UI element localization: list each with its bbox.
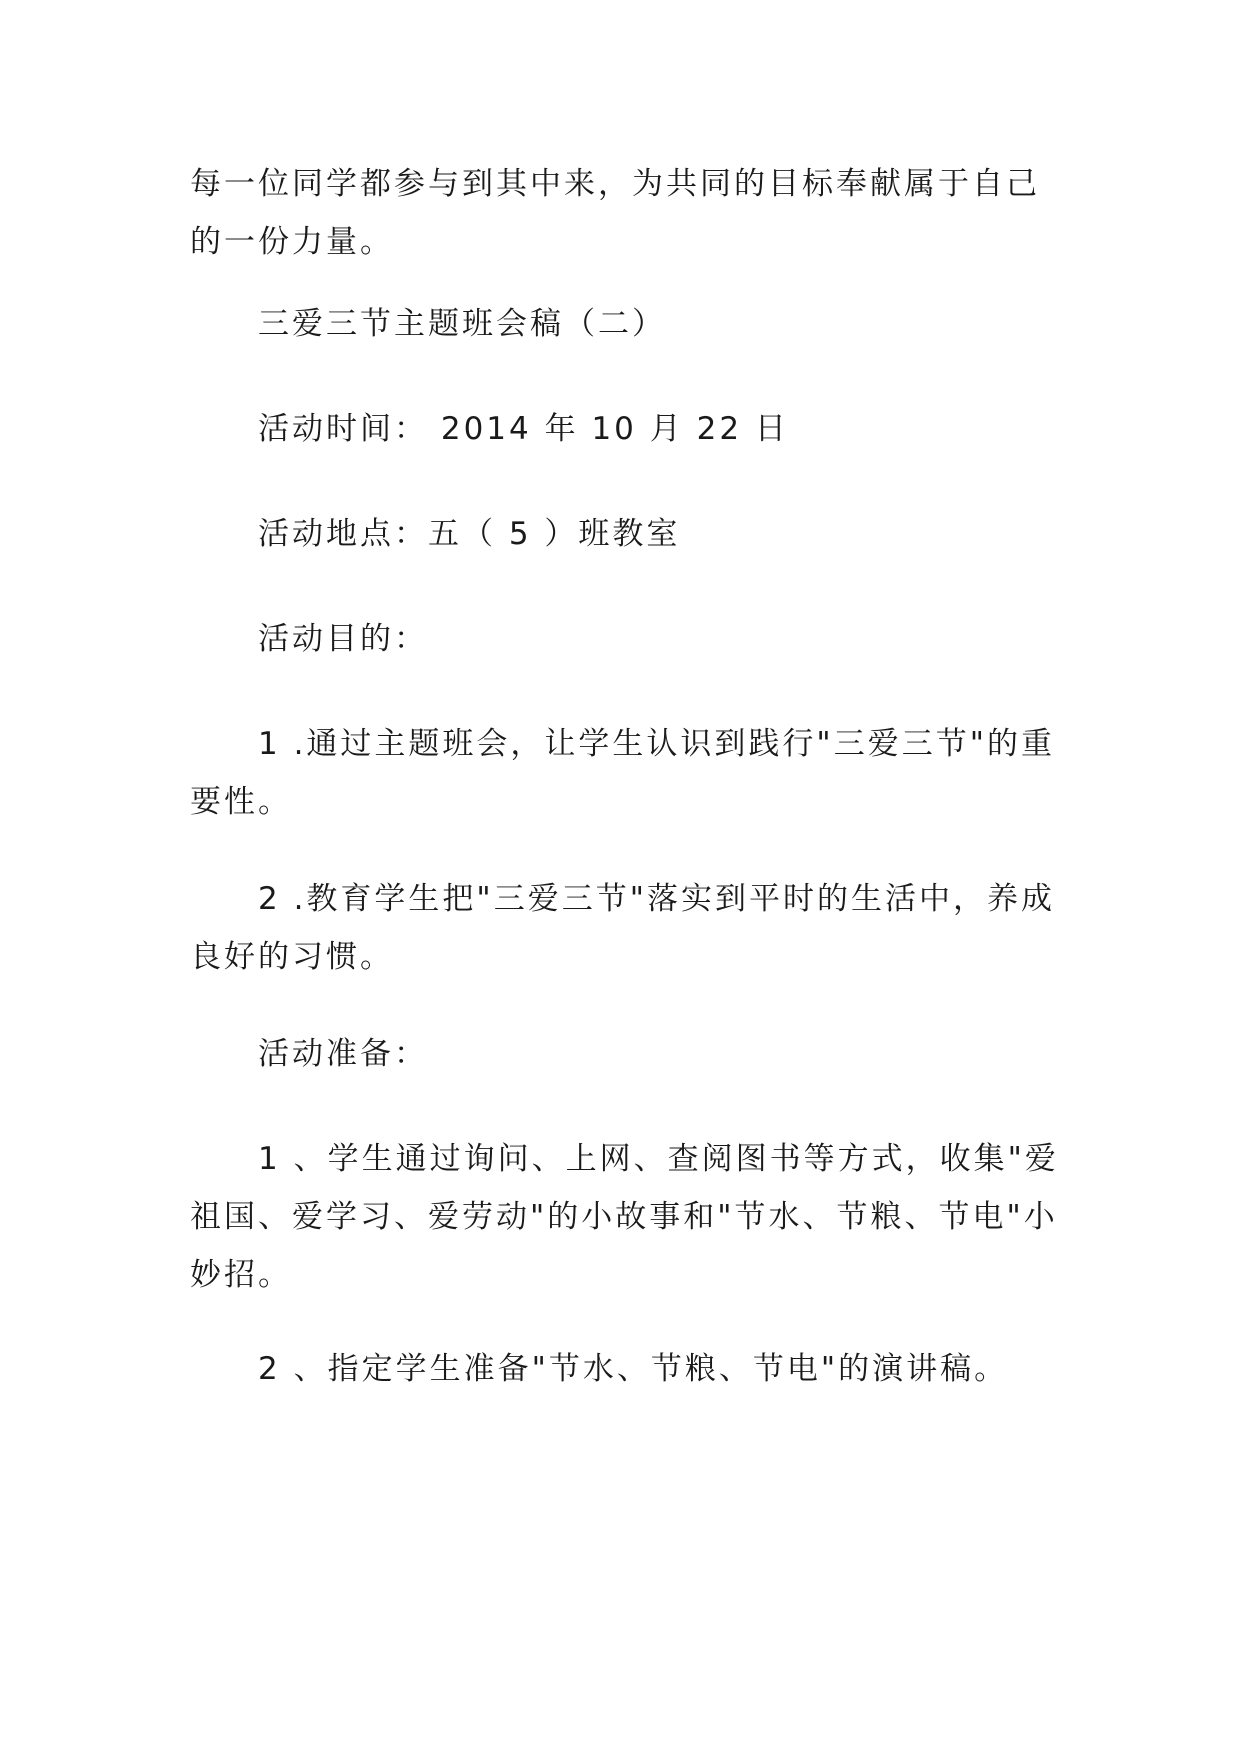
activity-purpose-heading: 活动目的： <box>258 621 428 657</box>
preparation-item-1: 1 、学生通过询问、上网、查阅图书等方式，收集"爱祖国、爱学习、爱劳动"的小故事和"节水、节粮、节电"小妙招。 <box>190 1141 1059 1293</box>
preparation-item-2: 2 、指定学生准备"节水、节粮、节电"的演讲稿。 <box>258 1351 1009 1387</box>
paragraph-continuation: 每一位同学都参与到其中来，为共同的目标奉献属于自己的一份力量。 <box>190 166 1040 260</box>
purpose-item-1: 1 .通过主题班会，让学生认识到践行"三爱三节"的重要性。 <box>190 726 1055 820</box>
activity-location: 活动地点：五（ 5 ）班教室 <box>258 516 681 552</box>
purpose-item-2: 2 .教育学生把"三爱三节"落实到平时的生活中，养成良好的习惯。 <box>190 881 1055 975</box>
activity-preparation-heading: 活动准备： <box>258 1036 428 1072</box>
activity-time: 活动时间： 2014 年 10 月 22 日 <box>258 411 789 447</box>
section-title: 三爱三节主题班会稿（二） <box>258 306 666 342</box>
